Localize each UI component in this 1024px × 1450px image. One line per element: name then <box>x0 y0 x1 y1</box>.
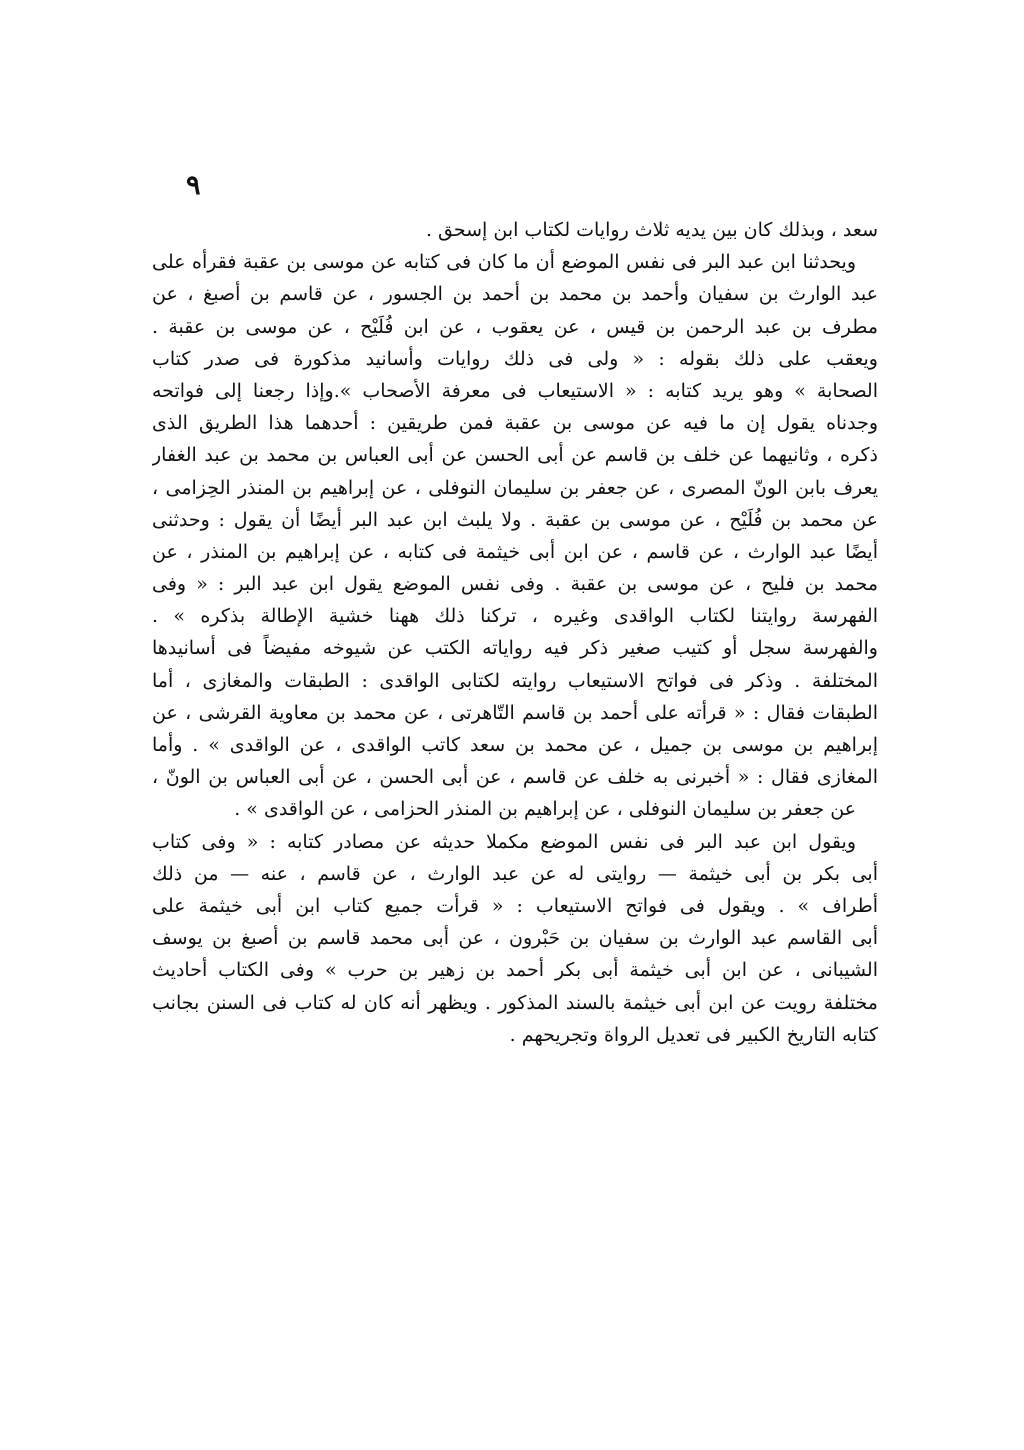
text-line: عن محمد بن فُلَيْح ، عن موسى بن عقبة . ولا يلبث ابن عبد البر أيضًا أن يقول : وحدثنى <box>152 508 878 531</box>
text-line: إبراهيم بن موسى بن جميل ، عن محمد بن سعد كاتب الواقدى ، عن الواقدى » . وأما <box>152 734 878 756</box>
text-line: سعد ، وبذلك كان بين يديه ثلاث روايات لكتاب ابن إسحق . <box>425 219 878 241</box>
text-line: يعرف بابن الونّ المصرى ، عن جعفر بن سليمان النوفلى ، عن إبراهيم بن المنذر الحِزامى ، <box>152 476 878 499</box>
text-line: وجدناه يقول إن ما فيه عن موسى بن عقبة فمن طريقين : أحدهما هذا الطريق الذى <box>152 412 878 435</box>
text-line: الطبقات فقال : « قرأته على أحمد بن قاسم التّاهرتى ، عن محمد بن معاوية القرشى ، عن <box>152 701 878 724</box>
text-line: عن جعفر بن سليمان النوفلى ، عن إبراهيم بن المنذر الحزامى ، عن الواقدى » . <box>234 798 856 821</box>
body-text <box>152 214 878 1051</box>
text-line: ويحدثنا ابن عبد البر فى نفس الموضع أن ما كان فى كتابه عن موسى بن عقبة فقرأه على <box>152 251 856 274</box>
text-line: مختلفة رويت عن ابن أبى خيثمة بالسند المذكور . ويظهر أنه كان له كتاب فى السنن بجانب <box>152 991 878 1014</box>
text-line: المختلفة . وذكر فى فواتح الاستيعاب روايته لكتابى الواقدى : الطبقات والمغازى ، أما <box>152 669 878 692</box>
text-line: أبى القاسم عبد الوارث بن سفيان بن حَبْرون ، عن أبى محمد قاسم بن أصبغ بن يوسف <box>152 927 878 950</box>
text-line: مطرف بن عبد الرحمن بن قيس ، عن يعقوب ، عن ابن فُلَيْح ، عن موسى بن عقبة . <box>152 315 878 338</box>
text-line: عبد الوارث بن سفيان وأحمد بن محمد بن أحمد بن الجسور ، عن قاسم بن أصبغ ، عن <box>152 283 878 306</box>
text-line: أيضًا عبد الوارث ، عن قاسم ، عن ابن أبى خيثمة فى كتابه ، عن إبراهيم بن المنذر ، عن <box>152 540 878 563</box>
text-line: ويعقب على ذلك بقوله : « ولى فى ذلك روايات وأسانيد مذكورة فى صدر كتاب <box>152 347 878 370</box>
text-line: كتابه التاريخ الكبير فى تعديل الرواة وتجريحهم . <box>509 1023 878 1046</box>
text-line: الشيبانى ، عن ابن أبى خيثمة أبى بكر أحمد بن زهير بن حرب » وفى الكتاب أحاديث <box>152 959 878 982</box>
text-line: محمد بن فليح ، عن موسى بن عقبة . وفى نفس الموضع يقول ابن عبد البر : « وفى <box>152 573 878 596</box>
text-line: والفهرسة سجل أو كتيب صغير ذكر فيه رواياته الكتب عن شيوخه مفيضاً فى أسانيدها <box>152 637 878 660</box>
text-line: ذكره ، وثانيهما عن خلف بن قاسم عن أبى الحسن عن أبى العباس بن محمد بن عبد الغفار <box>152 444 878 467</box>
text-line: أبى بكر بن أبى خيثمة — روايتى له عن عبد الوارث ، عن قاسم ، عنه — من ذلك <box>152 862 878 885</box>
text-line: الصحابة » وهو يريد كتابه : « الاستيعاب فى معرفة الأصحاب ».وإذا رجعنا إلى فواتحه <box>152 379 878 402</box>
page-number: ٩ <box>186 170 201 201</box>
text-line: ويقول ابن عبد البر فى نفس الموضع مكملا حديثه عن مصادر كتابه : « وفى كتاب <box>152 830 856 853</box>
text-line: الفهرسة روايتنا لكتاب الواقدى وغيره ، تركنا ذلك ههنا خشية الإطالة بذكره » . <box>152 605 878 628</box>
text-line: المغازى فقال : « أخبرنى به خلف عن قاسم ، عن أبى الحسن ، عن أبى العباس بن الونّ ، <box>152 766 878 789</box>
text-line: أطراف » . ويقول فى فواتح الاستيعاب : « قرأت جميع كتاب ابن أبى خيثمة على <box>152 894 878 917</box>
